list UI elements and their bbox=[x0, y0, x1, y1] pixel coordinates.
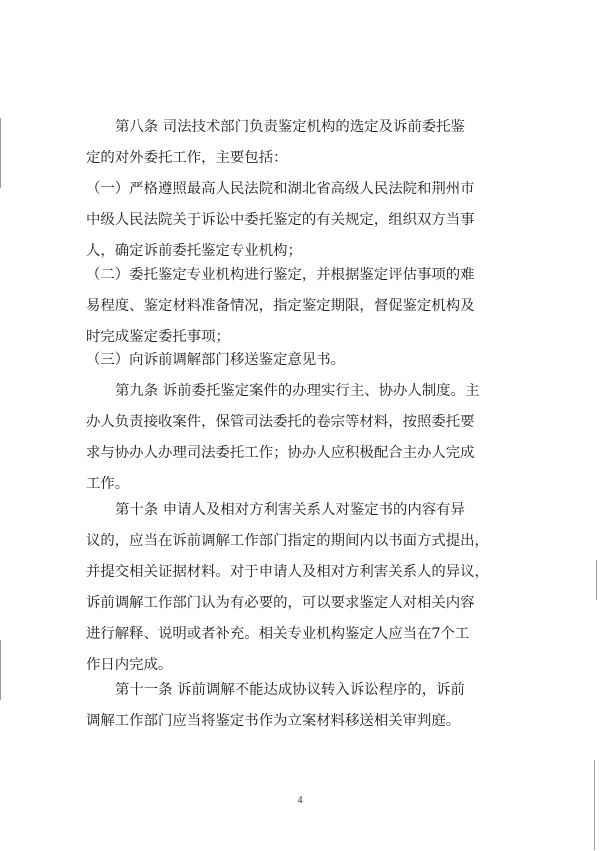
text-line: （三）向诉前调解部门移送鉴定意见书。 bbox=[86, 352, 346, 368]
article-9-paragraph bbox=[86, 376, 514, 500]
text-line: 第十一条 诉前调解不能达成协议转入诉讼程序的，诉前 bbox=[115, 682, 465, 698]
text-line: 调解工作部门应当将鉴定书作为立案材料移送相关审判庭。 bbox=[86, 713, 461, 729]
text-line: 议的，应当在诉前调解工作部门指定的期间内以书面方式提出， bbox=[86, 533, 489, 549]
text-line: 人，确定诉前委托鉴定专业机构； bbox=[86, 243, 302, 259]
text-line: 易程度、鉴定材料准备情况，指定鉴定期限，督促鉴定机构及 bbox=[86, 298, 475, 314]
article-8-paragraph bbox=[86, 112, 514, 174]
article-10-paragraph bbox=[86, 495, 514, 681]
text-line: 第九条 诉前委托鉴定案件的办理实行主、协办人制度。主 bbox=[115, 383, 480, 399]
text-line: 作日内完成。 bbox=[86, 657, 173, 673]
text-line: 时完成鉴定委托事项； bbox=[86, 329, 230, 345]
scan-edge-mark-left-top bbox=[0, 118, 1, 188]
text-line: 求与协办人办理司法委托工作；协办人应积极配合主办人完成 bbox=[86, 445, 475, 461]
article-8-item-1-paragraph bbox=[86, 174, 514, 267]
text-line: （二）委托鉴定专业机构进行鉴定，并根据鉴定评估事项的难 bbox=[86, 267, 475, 283]
page-number: 4 bbox=[297, 795, 303, 806]
scan-edge-mark-left-bottom bbox=[0, 640, 1, 700]
article-8-item-2-paragraph bbox=[86, 260, 514, 353]
article-11-paragraph bbox=[86, 675, 514, 737]
text-line: 工作。 bbox=[86, 476, 130, 492]
text-line: 中级人民法院关于诉讼中委托鉴定的有关规定，组织双方当事 bbox=[86, 212, 475, 228]
text-line: 进行解释、说明或者补充。相关专业机构鉴定人应当在7个工 bbox=[86, 626, 470, 642]
text-line: 定的对外委托工作，主要包括： bbox=[86, 150, 288, 166]
text-line: 诉前调解工作部门认为有必要的，可以要求鉴定人对相关内容 bbox=[86, 595, 475, 611]
text-line: 并提交相关证据材料。对于申请人及相对方利害关系人的异议， bbox=[86, 564, 489, 580]
article-8-item-3-paragraph bbox=[86, 345, 514, 376]
text-line: 第十条 申请人及相对方利害关系人对鉴定书的内容有异 bbox=[115, 502, 465, 518]
scan-edge-mark-right bbox=[596, 560, 597, 600]
text-line: （一）严格遵照最高人民法院和湖北省高级人民法院和荆州市 bbox=[86, 181, 475, 197]
text-line: 办人负责接收案件，保管司法委托的卷宗等材料，按照委托要 bbox=[86, 414, 475, 430]
text-line: 第八条 司法技术部门负责鉴定机构的选定及诉前委托鉴 bbox=[115, 119, 465, 135]
